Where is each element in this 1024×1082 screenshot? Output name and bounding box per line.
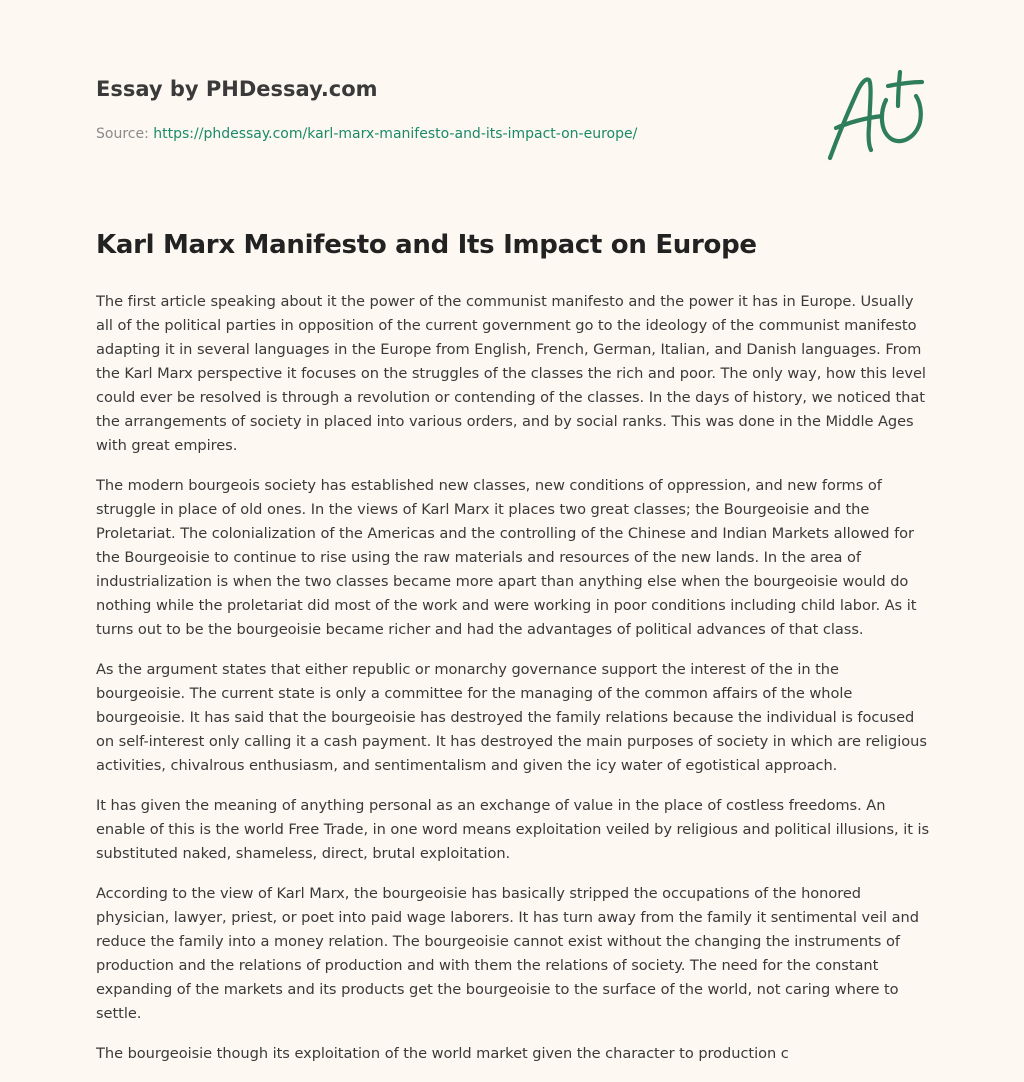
article-paragraph-3: As the argument states that either republic or monarchy governance support the interest of the in the bourgeoisie. The current state is only a committee for the managing of the common affairs of the whole bourgeoisie. It has said that the bourgeoisie has destroyed the family relations because the individual is focused on self-interest only calling it a cash payment. It has destroyed the main purposes of society in which are religious activities, chivalrous enthusiasm, and sentimentalism and given the icy water of egotistical approach.: [96, 661, 927, 774]
article-title: Karl Marx Manifesto and Its Impact on Europe: [96, 230, 757, 260]
article-paragraph-4: It has given the meaning of anything personal as an exchange of value in the place of costless freedoms. An enable of this is the world Free Trade, in one word means exploitation veiled by religious and political illusions, it is substituted naked, shameless, direct, brutal exploitation.: [96, 797, 930, 862]
page-header: [96, 74, 796, 144]
source-link[interactable]: https://phdessay.com/karl-marx-manifesto-and-its-impact-on-europe/: [153, 126, 638, 142]
article-paragraph-6: The bourgeoisie though its exploitation of the world market given the character to production c: [96, 1045, 789, 1062]
source-line: [96, 124, 796, 144]
article-paragraph-1: The first article speaking about it the power of the communist manifesto and the power it has in Europe. Usually all of the political parties in opposition of the current government go to the ideology of the communist manifesto adapting it in several languages in the Europe from English, French, German, Italian, and Danish languages. From the Karl Marx perspective it focuses on the struggles of the classes the rich and poor. The only way, how this level could ever be resolved is through a revolution or contending of the classes. In the days of history, we noticed that the arrangements of society in placed into various orders, and by social ranks. This was done in the Middle Ages with great empires.: [96, 293, 926, 454]
article-paragraph-5: According to the view of Karl Marx, the bourgeoisie has basically stripped the occupations of the honored physician, lawyer, priest, or poet into paid wage laborers. It has turn away from the family it sentimental veil and reduce the family into a money relation. The bourgeoisie cannot exist without the changing the instruments of production and the relations of production and with them the relations of society. The need for the constant expanding of the markets and its products get the bourgeoisie to the surface of the world, not caring where to settle.: [96, 885, 919, 1022]
source-label: Source:: [96, 126, 154, 142]
article-paragraph-2: The modern bourgeois society has established new classes, new conditions of oppression, and new forms of struggle in place of old ones. In the views of Karl Marx it places two great classes; the Bourgeoisie and the Proletariat. The colonialization of the Americas and the controlling of the Chinese and Indian Markets allowed for the Bourgeoisie to continue to rise using the raw materials and resources of the new lands. In the area of industrialization is when the two classes became more apart than anything else when the bourgeoisie would do nothing while the proletariat did most of the work and were working in poor conditions including child labor. As it turns out to be the bourgeoisie became richer and had the advantages of political advances of that class.: [96, 477, 917, 638]
brand-title: Essay by PHDessay.com: [96, 77, 378, 101]
a-plus-logo-icon: [822, 66, 928, 166]
article: [96, 226, 930, 1082]
